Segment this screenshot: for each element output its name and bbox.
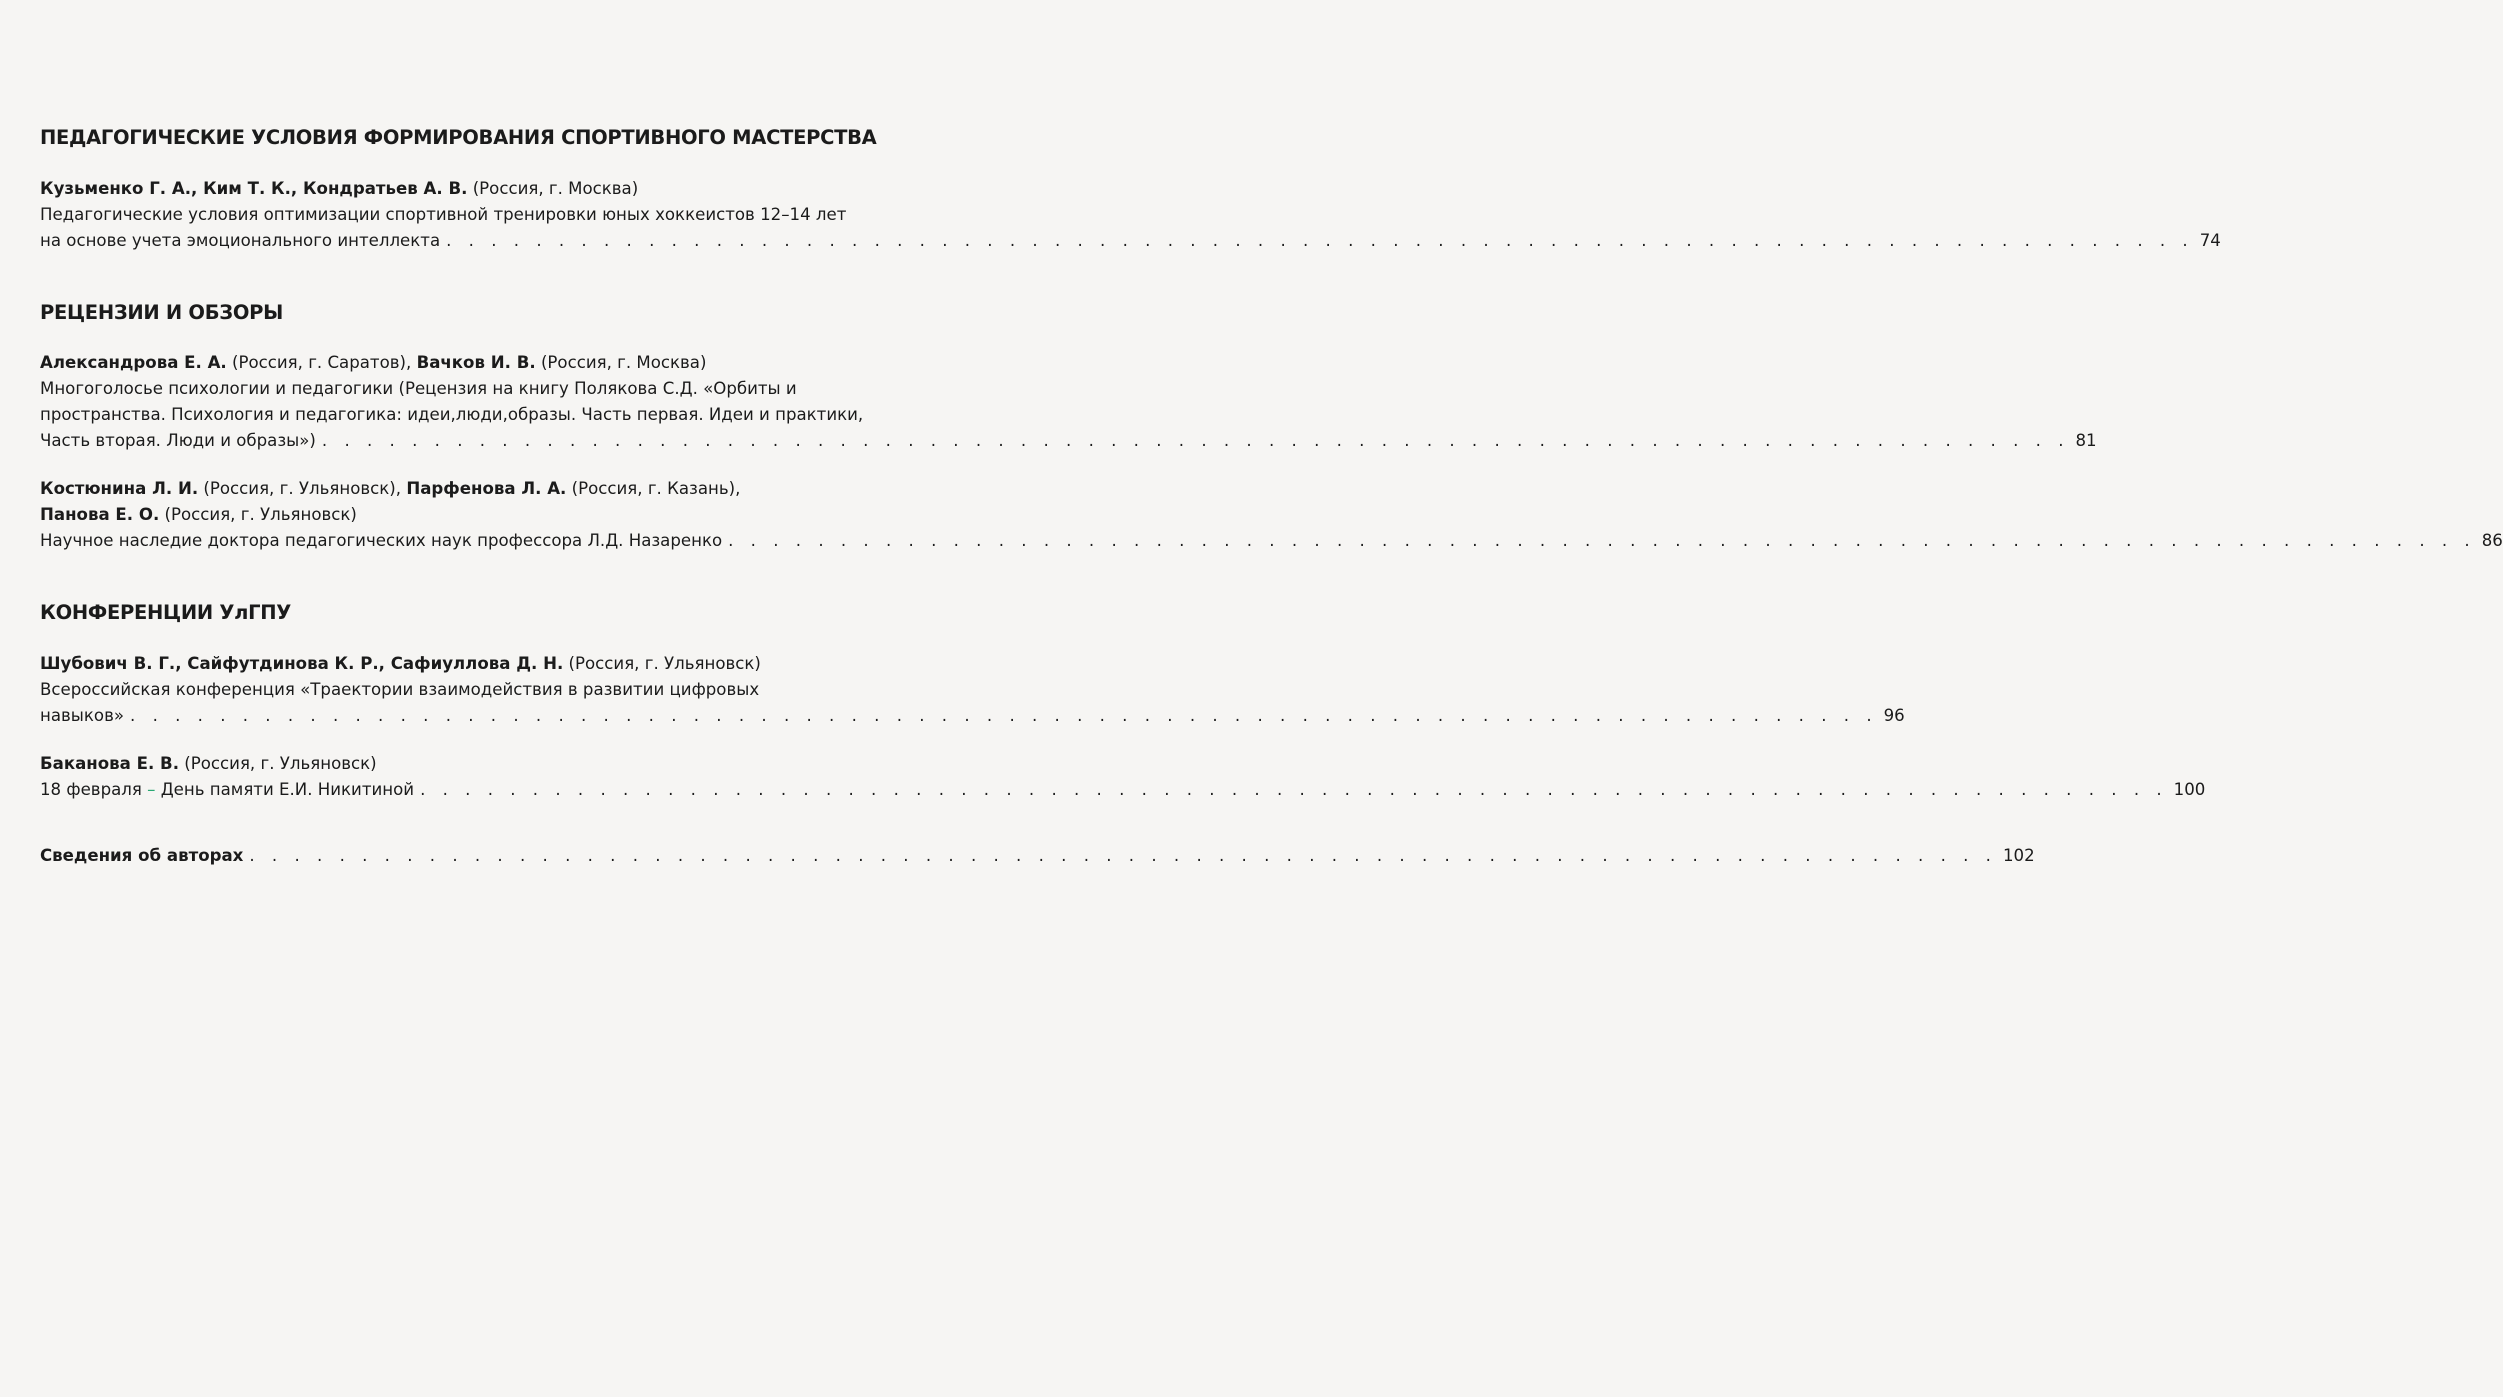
- title-date: 18 февраля: [40, 780, 148, 799]
- author-2-location: (Россия, г. Москва): [535, 353, 707, 372]
- author-1-location: (Россия, г. Саратов),: [226, 353, 417, 372]
- section-heading-conferences: КОНФЕРЕНЦИИ УлГПУ: [40, 601, 291, 624]
- entry-title-line2: навыков»: [40, 706, 125, 725]
- leader-dots: . . . . . . . . . . . . . . . . . . . . . . . . . . . . . . . . . . . . . . . . . . . . . . . . . . . . . . . . . . . . . . . . . . . . . . . . . . . . . .: [728, 531, 2476, 550]
- authors-names: Шубович В. Г., Сайфутдинова К. Р., Сафиуллова Д. Н.: [40, 654, 564, 673]
- leader-dots: . . . . . . . . . . . . . . . . . . . . . . . . . . . . . . . . . . . . . . . . . . . . . . . . . . . . . . . . . . . . . . . . . . . . . . . . . . . . . .: [321, 431, 2070, 450]
- entry-title-line1: Научное наследие доктора педагогических наук профессора Л.Д. Назаренко: [40, 531, 723, 550]
- authors-names: Кузьменко Г. А., Ким Т. К., Кондратьев А. В.: [40, 179, 468, 198]
- page-number: 74: [2199, 231, 2221, 250]
- page-number: 102: [2002, 846, 2035, 865]
- leader-dots: . . . . . . . . . . . . . . . . . . . . . . . . . . . . . . . . . . . . . . . . . . . . . . . . . . . . . . . . . . . . . . . . . . . . . . . . . . . . . .: [446, 231, 2194, 250]
- author-3: Панова Е. О.: [40, 505, 160, 524]
- authors-info-label: Сведения об авторах: [40, 846, 244, 865]
- entry-title-last-line: [40, 528, 2503, 554]
- entry-title-line2: на основе учета эмоционального интеллекта: [40, 231, 441, 250]
- section-heading-sport: ПЕДАГОГИЧЕСКИЕ УСЛОВИЯ ФОРМИРОВАНИЯ СПОРТИВНОГО МАСТЕРСТВА: [40, 126, 877, 149]
- entry-title-last-line: [40, 703, 1905, 729]
- author-1: Александрова Е. А.: [40, 353, 227, 372]
- entry-title-line1: Всероссийская конференция «Траектории взаимодействия в развитии цифровых: [40, 680, 760, 699]
- toc-entry-review-polyakov: [40, 350, 2097, 454]
- author-2: Парфенова Л. А.: [406, 479, 567, 498]
- page-number: 100: [2173, 780, 2206, 799]
- title-rest: День памяти Е.И. Никитиной: [155, 780, 415, 799]
- leader-dots: . . . . . . . . . . . . . . . . . . . . . . . . . . . . . . . . . . . . . . . . . . . . . . . . . . . . . . . . . . . . . . . . . . . . . . . . . . . . . .: [249, 846, 1997, 865]
- section-heading-reviews: РЕЦЕНЗИИ И ОБЗОРЫ: [40, 301, 284, 324]
- leader-dots: . . . . . . . . . . . . . . . . . . . . . . . . . . . . . . . . . . . . . . . . . . . . . . . . . . . . . . . . . . . . . . . . . . . . . . . . . . . . . .: [130, 706, 1878, 725]
- toc-entry-conference: [40, 651, 1905, 729]
- entry-title-last-line: [40, 777, 2206, 803]
- authors-location: (Россия, г. Ульяновск): [563, 654, 761, 673]
- toc-entry-authors-info: [40, 843, 2035, 869]
- page-number: 81: [2075, 431, 2097, 450]
- authors-location: (Россия, г. Москва): [467, 179, 639, 198]
- entry-title-line2: пространства. Психология и педагогика: идеи,люди,образы. Часть первая. Идеи и практики,: [40, 405, 864, 424]
- entry-authors: [40, 350, 835, 376]
- page-number: 96: [1883, 706, 1905, 725]
- entry-authors: [40, 476, 835, 502]
- entry-title-last-line: [40, 428, 2097, 454]
- entry-title-line1: Многоголосье психологии и педагогики (Рецензия на книгу Полякова С.Д. «Орбиты и: [40, 379, 797, 398]
- authors-location: (Россия, г. Ульяновск): [179, 754, 377, 773]
- entry-authors-cont: [40, 502, 835, 528]
- toc-entry-hockey: [40, 176, 2221, 254]
- leader-dots: . . . . . . . . . . . . . . . . . . . . . . . . . . . . . . . . . . . . . . . . . . . . . . . . . . . . . . . . . . . . . . . . . . . . . . . . . . . . . .: [420, 780, 2168, 799]
- entry-authors: [40, 651, 835, 677]
- author-1-location: (Россия, г. Ульяновск),: [198, 479, 407, 498]
- authors-info-line: [40, 843, 2035, 869]
- title-dash: –: [147, 780, 156, 799]
- authors-names: Баканова Е. В.: [40, 754, 180, 773]
- entry-title-last-line: [40, 228, 2221, 254]
- author-2: Вачков И. В.: [416, 353, 536, 372]
- author-3-location: (Россия, г. Ульяновск): [159, 505, 357, 524]
- author-1: Костюнина Л. И.: [40, 479, 199, 498]
- entry-title-line1: Педагогические условия оптимизации спортивной тренировки юных хоккеистов 12–14 лет: [40, 205, 847, 224]
- entry-authors: [40, 176, 835, 202]
- toc-entry-nikitina: [40, 751, 2206, 803]
- entry-authors: [40, 751, 835, 777]
- toc-entry-nazarenko: [40, 476, 2503, 554]
- entry-title-line3: Часть вторая. Люди и образы»): [40, 431, 316, 450]
- entry-title-line1: [40, 777, 414, 803]
- page-number: 86: [2481, 531, 2503, 550]
- author-2-location: (Россия, г. Казань),: [566, 479, 741, 498]
